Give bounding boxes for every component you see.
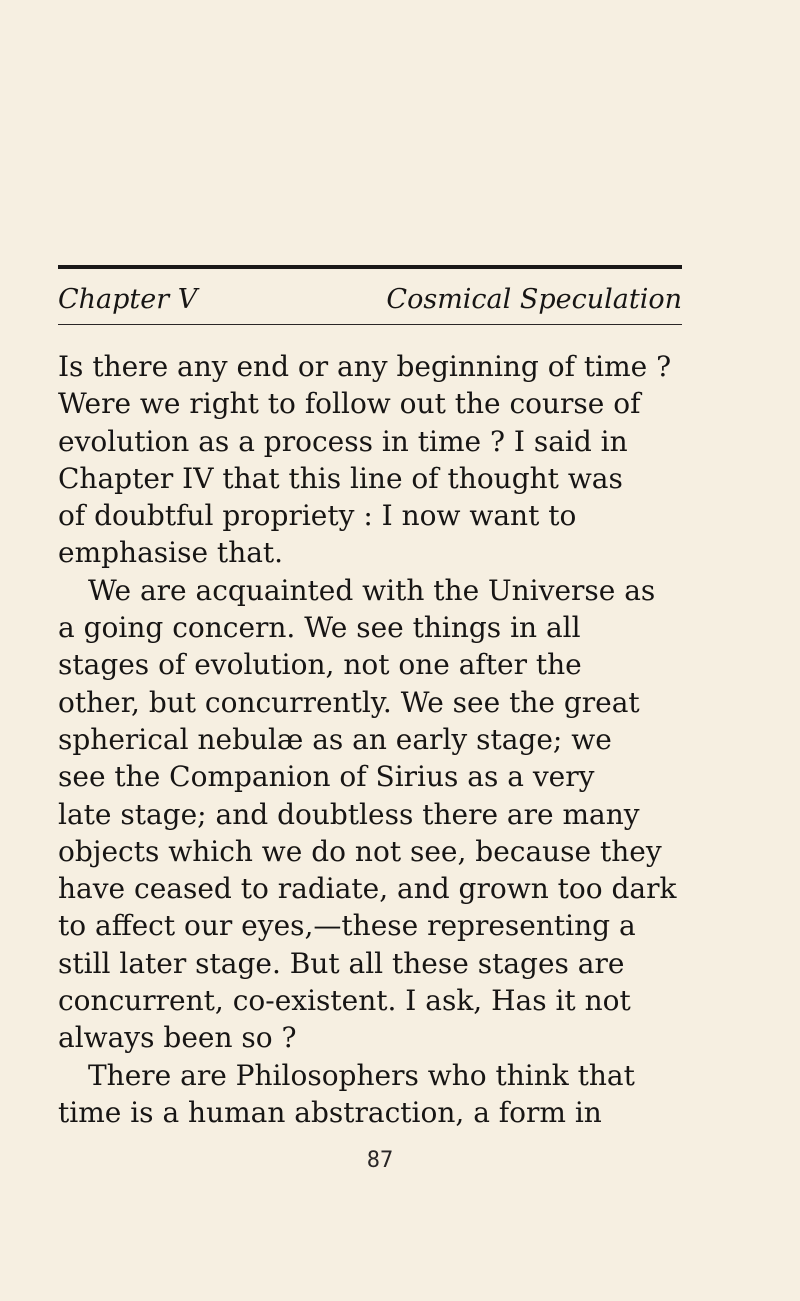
text-line: have ceased to radiate, and grown too dark xyxy=(58,872,677,906)
running-head xyxy=(58,278,682,322)
text-line: Were we right to follow out the course of xyxy=(58,387,641,421)
text-line: other, but concurrently. We see the great xyxy=(58,685,640,719)
chapter-label: Chapter V xyxy=(58,284,198,315)
text-line: There are Philosophers who think that xyxy=(88,1058,635,1092)
text-line: concurrent, co-existent. I ask, Has it not xyxy=(58,984,631,1018)
page-number: 87 xyxy=(366,1148,394,1173)
text-line: Chapter IV that this line of thought was xyxy=(58,461,623,495)
text-line: late stage; and doubtless there are many xyxy=(58,797,640,831)
text-line: spherical nebulæ as an early stage; we xyxy=(58,722,612,756)
text-line: see the Companion of Sirius as a very xyxy=(58,760,595,794)
header-rule-thin xyxy=(58,324,682,325)
text-line: We are acquainted with the Universe as xyxy=(88,573,656,607)
body-text xyxy=(58,348,698,1131)
text-line: of doubtful propriety : I now want to xyxy=(58,499,577,533)
text-line: Is there any end or any beginning of time ? xyxy=(58,350,672,383)
text-line: emphasise that. xyxy=(58,536,284,570)
text-line: objects which we do not see, because they xyxy=(58,834,662,868)
text-line: to affect our eyes,—these representing a xyxy=(58,909,636,943)
text-line: evolution as a process in time ? I said in xyxy=(58,424,628,458)
text-line: stages of evolution, not one after the xyxy=(58,648,582,682)
header-rule-thick xyxy=(58,265,682,269)
text-line: always been so ? xyxy=(58,1021,297,1055)
text-line: time is a human abstraction, a form in xyxy=(58,1095,602,1129)
chapter-title: Cosmical Speculation xyxy=(386,284,682,315)
text-line: a going concern. We see things in all xyxy=(58,611,581,645)
text-line: still later stage. But all these stages are xyxy=(58,946,625,980)
